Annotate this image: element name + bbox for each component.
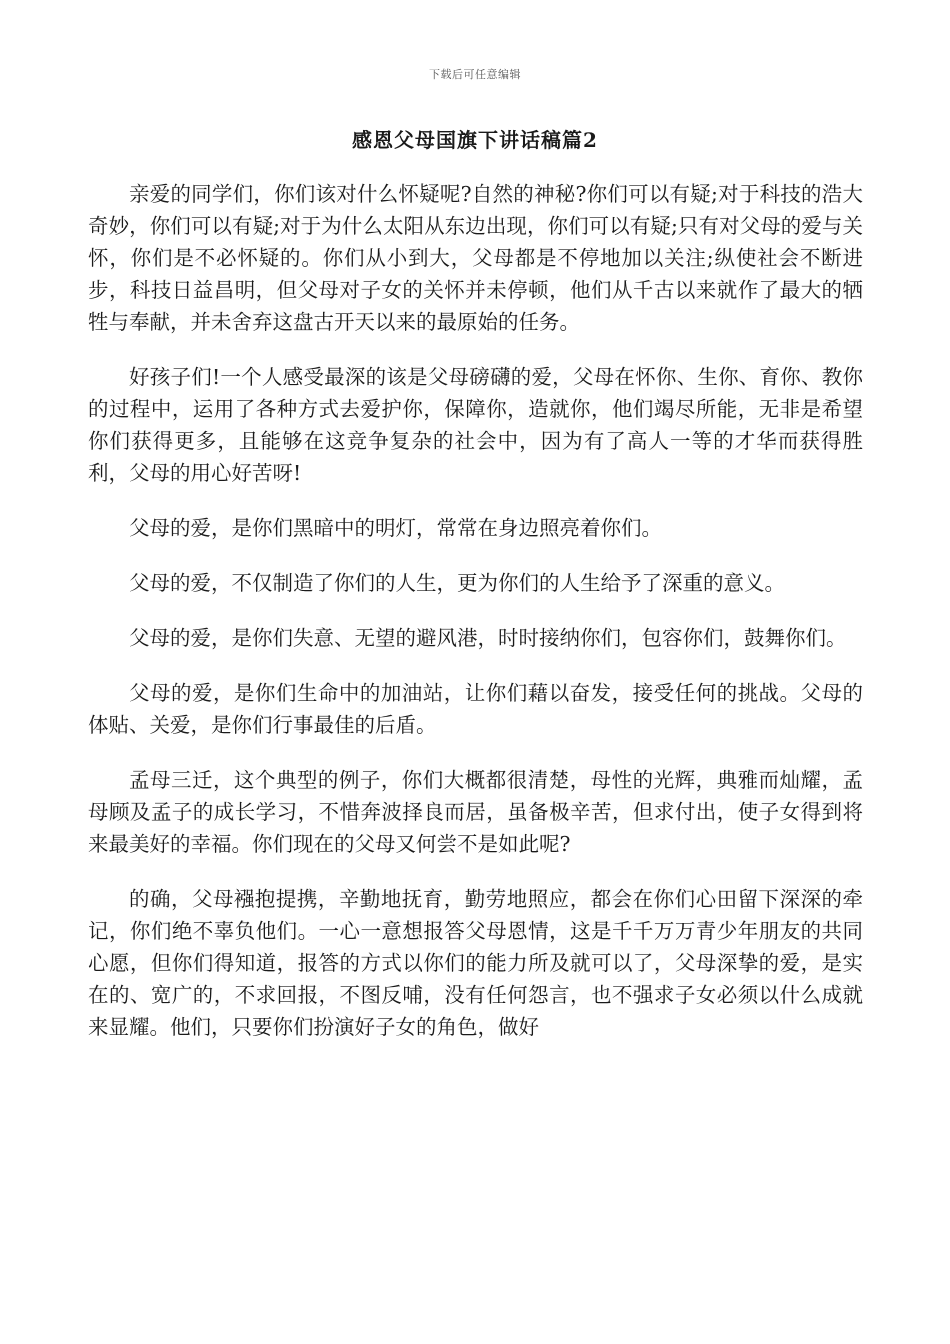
paragraph: 好孩子们!一个人感受最深的该是父母磅礴的爱，父母在怀你、生你、育你、教你的过程中，运用了各种方式去爱护你，保障你，造就你，他们竭尽所能，无非是希望你们获得更多，且能够在这竞争复杂的社会中，因为有了高人一等的才华而获得胜利，父母的用心好苦呀!: [88, 365, 863, 485]
document-body: [88, 178, 863, 1066]
document-title: 感恩父母国旗下讲话稿篇2: [352, 128, 598, 152]
paragraph: 亲爱的同学们，你们该对什么怀疑呢?自然的神秘?你们可以有疑;对于科技的浩大奇妙，你们可以有疑;对于为什么太阳从东边出现，你们可以有疑;只有对父母的爱与关怀，你们是不必怀疑的。你们从小到大，父母都是不停地加以关注;纵使社会不断进步，科技日益昌明，但父母对子女的关怀并未停顿，他们从千古以来就作了最大的牺牲与奉献，并未舍弃这盘古开天以来的最原始的任务。: [88, 182, 863, 334]
paragraph: 父母的爱，是你们失意、无望的避风港，时时接纳你们，包容你们，鼓舞你们。: [129, 626, 847, 650]
paragraph: 父母的爱，是你们黑暗中的明灯，常常在身边照亮着你们。: [129, 516, 662, 540]
paragraph: 的确，父母襁抱提携，辛勤地抚育，勤劳地照应，都会在你们心田留下深深的牵记，你们绝不辜负他们。一心一意想报答父母恩情，这是千千万万青少年朋友的共同心愿，但你们得知道，报答的方式以你们的能力所及就可以了，父母深挚的爱，是实在的、宽广的，不求回报，不图反哺，没有任何怨言，也不强求子女必须以什么成就来显耀。他们，只要你们扮演好子女的角色，做好: [88, 887, 863, 1039]
paragraph: 父母的爱，是你们生命中的加油站，让你们藉以奋发，接受任何的挑战。父母的体贴、关爱，是你们行事最佳的后盾。: [88, 681, 863, 737]
header-note: 下载后可任意编辑: [429, 68, 521, 81]
paragraph: 孟母三迁，这个典型的例子，你们大概都很清楚，母性的光辉，典雅而灿耀，孟母顾及孟子的成长学习，不惜奔波择良而居，虽备极辛苦，但求付出，使子女得到将来最美好的幸福。你们现在的父母又何尝不是如此呢?: [88, 768, 863, 856]
paragraph: 父母的爱，不仅制造了你们的人生，更为你们的人生给予了深重的意义。: [129, 571, 785, 595]
